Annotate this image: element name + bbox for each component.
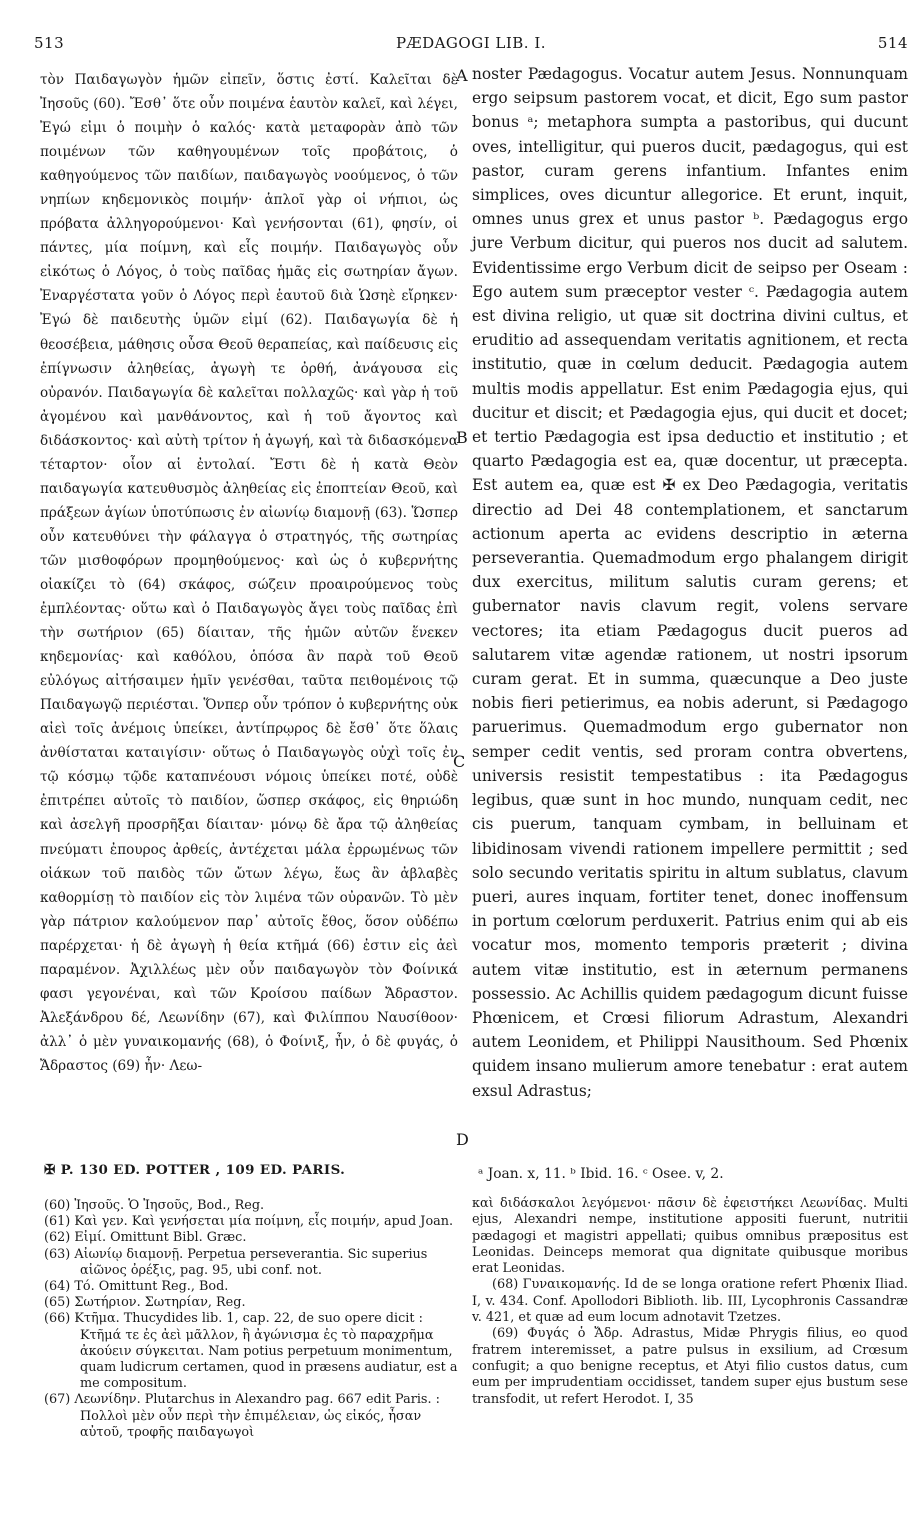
running-title: PÆDAGOGI LIB. I. [395, 34, 547, 52]
page-number-right: 514 [877, 34, 908, 52]
page-number-left: 513 [34, 34, 65, 52]
footnote: (60) Ἰησοῦς. Ὁ Ἰησοῦς, Bod., Reg. [44, 1198, 265, 1213]
footnote: καὶ διδάσκαλοι λεγόμενοι· πᾶσιν δὲ ἐφειστήκει Λεωνίδας. Multi ejus, Alexandri nempe, institutione appositi fuerunt, nutritii pædagogi et magistri appellati; quibus omnibus præpositus est Leonidas. Deinceps memorat qua dignitate quibusque moribus erat Leonidas. [472, 1196, 908, 1277]
greek-text-column: τὸν Παιδαγωγὸν ἡμῶν εἰπεῖν, ὅστις ἐστί. Καλεῖται δὲ Ἰησοῦς (60). Ἔσθ᾽ ὅτε οὖν ποιμένα ἑαυτὸν καλεῖ, καὶ λέγει, Ἐγώ εἰμι ὁ ποιμὴν ὁ καλός· κατὰ μεταφορὰν ἀπὸ τῶν ποιμένων τῶν καθηγουμένων τοῖς προβάτοις, ὁ καθηγούμενος τῶν παιδίων, παιδαγωγὸς νοούμενος, ὁ τῶν νηπίων κηδεμονικὸς ποιμήν· ἁπλοῖ γὰρ οἱ νήπιοι, ὡς πρόβατα ἀλληγορούμενοι· Καὶ γενήσονται (61), φησίν, οἱ πάντες, μία ποίμνη, καὶ εἷς ποιμήν. Παιδαγωγὸς οὖν εἰκότως ὁ Λόγος, ὁ τοὺς παῖδας ἡμᾶς εἰς σωτηρίαν ἄγων. Ἐναργέστατα γοῦν ὁ Λόγος περὶ ἑαυτοῦ διὰ Ὡσηὲ εἴρηκεν· Ἐγώ δὲ παιδευτὴς ὑμῶν εἰμί (62). Παιδαγωγία δὲ ἡ θεοσέβεια, μάθησις οὖσα Θεοῦ θεραπείας, καὶ παίδευσις εἰς ἐπίγνωσιν ἀληθείας, ἀγωγὴ τε ὀρθή, ἀνάγουσα εἰς οὐρανόν. Παιδαγωγία δὲ καλεῖται πολλαχῶς· καὶ γὰρ ἡ τοῦ ἀγομένου καὶ μανθάνοντος, καὶ ἡ τοῦ ἄγοντος καὶ διδάσκοντος· καὶ αὐτὴ τρίτον ἡ ἀγωγή, καὶ τὰ διδασκόμενα τέταρτον· οἷον αἱ ἐντολαί. Ἔστι δὲ ἡ κατὰ Θεὸν παιδαγωγία κατευθυσμὸς ἀληθείας εἰς ἐποπτείαν Θεοῦ, καὶ πράξεων ἁγίων ὑποτύπωσις ἐν αἰωνίῳ διαμονῇ (63). Ὥσπερ οὖν κατευθύνει τὴν φάλαγγα ὁ στρατηγός, τῆς σωτηρίας τῶν μισθοφόρων προμηθούμενος· καὶ ὡς ὁ κυβερνήτης οἰακίζει τὸ (64) σκάφος, σώζειν προαιρούμενος τοὺς ἐμπλέοντας· οὕτω καὶ ὁ Παιδαγωγὸς ἄγει τοὺς παῖδας ἐπὶ τὴν σωτήριον (65) δίαιταν, τῆς ἡμῶν αὐτῶν ἕνεκεν κηδεμονίας· καὶ καθόλου, ὁπόσα ἂν παρὰ τοῦ Θεοῦ εὐλόγως αἰτήσαιμεν ἡμῖν γενέσθαι, ταῦτα πειθομένοις τῷ Παιδαγωγῷ περιέσται. Ὅνπερ οὖν τρόπον ὁ κυβερνήτης οὐκ αἰεὶ τοῖς ἀνέμοις ὑπείκει, ἀντίπρῳρος δὲ ἔσθ᾽ ὅτε ὅλαις ἀνθίσταται καταιγίσιν· οὕτως ὁ Παιδαγωγὸς οὐχὶ τοῖς ἐν τῷ κόσμῳ τῷδε καταπνέουσι νόμοις ὑπείκει ποτέ, οὐδὲ ἐπιτρέπει αὐτοῖς τὸ παιδίον, ὥσπερ σκάφος, εἰς θηριώδη καὶ ἀσελγῆ προσρῆξαι δίαιταν· μόνῳ δὲ ἄρα τῷ ἀληθείας πνεύματι ἐπουρος ἀρθείς, ἀντέχεται μάλα ἐρρωμένως τῶν οἰάκων τοῦ παιδὸς τῶν ὤτων λέγω, ἕως ἂν ἀβλαβὲς καθορμίσῃ τὸ παιδίον εἰς τὸν λιμένα τῶν οὐρανῶν. Τὸ μὲν γὰρ πάτριον καλούμενον παρ᾽ αὐτοῖς ἔθος, ὅσον οὐδέπω παρέρχεται· ἡ δὲ ἀγωγὴ ἡ θεία κτῆμά (66) ἐστιν εἰς ἀεὶ παραμένον. Ἀχιλλέως μὲν οὖν παιδαγωγὸν τὸν Φοίνικά φασι γεγονέναι, καὶ τῶν Κροίσου παίδων Ἄδραστον. Ἀλεξάνδρου δέ, Λεωνίδην (67), καὶ Φιλίππου Ναυσίθοον· ἀλλ᾽ ὁ μὲν γυναικομανής (68), ὁ Φοίνιξ, ἦν, ὁ δὲ φυγάς, ὁ Ἄδραστος (69) ἦν· Λεω- [40, 72, 458, 1074]
footnote: (69) Φυγάς ὁ Ἄδρ. Adrastus, Midæ Phrygis filius, eo quod fratrem interemisset, a patre pulsus in exsilium, ad Crœsum confugit; a quo benigne receptus, et Atyi filio custos datus, cum eum per imprudentiam occidisset, tandem super ejus bustum sese transfodit, ut refert Herodot. I, 35 [472, 1326, 908, 1407]
footnote: (67) Λεωνίδην. Plutarchus in Alexandro pag. 667 edit Paris. : Πολλοὶ μὲν οὖν περὶ τὴν ἐπιμέλειαν, ὡς εἰκός, ἦσαν αὐτοῦ, τροφῆς παιδαγωγοὶ [44, 1392, 440, 1440]
footnote: (66) Κτῆμα. Thucydides lib. 1, cap. 22, de suo opere dicit : Κτῆμά τε ἐς ἀεὶ μᾶλλον, ἢ ἀγώνισμα ἐς τὸ παραχρῆμα ἀκούειν σύγκειται. Nam potius perpetuum monimentum, quam ludicrum certamen, quod in præsens audiatur, est a me compositum. [44, 1311, 458, 1392]
footnote: (64) Τό. Omittunt Reg., Bod. [44, 1279, 229, 1295]
latin-footnotes [472, 1196, 908, 1408]
greek-footnotes [44, 1198, 464, 1441]
margin-letter-c: C [453, 752, 466, 771]
footnote: (63) Αἰωνίῳ διαμονῇ. Perpetua perseverantia. Sic superius αἰῶνος ὀρέξις, pag. 95, ubi conf. not. [44, 1246, 428, 1278]
footnote: (62) Εἰμί. Omittunt Bibl. Græc. [44, 1230, 247, 1246]
footnote: (65) Σωτήριον. Σωτηρίαν, Reg. [44, 1295, 246, 1311]
margin-letter-d: D [456, 1130, 469, 1149]
footnote: (61) Καὶ γεν. Καὶ γενήσεται μία ποίμνη, εἷς ποιμήν, apud Joan. [44, 1214, 454, 1230]
page-header [34, 34, 908, 60]
margin-letter-b: B [456, 428, 468, 447]
scripture-references: ᵃ Joan. x, 11. ᵇ Ibid. 16. ᶜ Osee. v, 2. [478, 1166, 724, 1182]
footnote: (68) Γυναικομανής. Id de se longa oratione refert Phœnix Iliad. I, v. 434. Conf. Apollodori Biblioth. lib. III, Lycophronis Cassandræ v. 421, et quæ ad eum locum adnotavit Tzetzes. [472, 1277, 908, 1326]
margin-letter-a: A [456, 66, 468, 85]
edition-reference: ✠ P. 130 ED. POTTER , 109 ED. PARIS. [44, 1162, 346, 1178]
latin-text-column: noster Pædagogus. Vocatur autem Jesus. Nonnunquam ergo seipsum pastorem vocat, et dicit, Ego sum pastor bonus ᵃ; metaphora sumpta a pastoribus, qui ducunt oves, intelligitur, qui pueros ducit, pædagogus, qui est pastor, curam gerens infantium. Infantes enim simplices, oves dicuntur allegorice. Et erunt, inquit, omnes unus grex et unus pastor ᵇ. Pædagogus ergo jure Verbum dicitur, qui pueros nos ducit ad salutem. Evidentissime ergo Verbum dicit de seipso per Oseam : Ego autem sum præceptor vester ᶜ. Pædagogia autem est divina religio, ut quæ sit doctrina divini cultus, et eruditio ad assequendam veritatis agnitionem, et recta institutio, quæ in cœlum deducit. Pædagogia autem multis modis appellatur. Est enim Pædagogia ejus, qui ducitur et discit; et Pædagogia ejus, qui ducit et docet; et tertio Pædagogia est ipsa deductio et institutio ; et quarto Pædagogia est ea, quæ docentur, ut præcepta. Est autem ea, quæ est ✠ ex Deo Pædagogia, veritatis directio ad Dei 48 contemplationem, et sanctarum actionum aperta ac evidens descriptio in æterna perseverantia. Quemadmodum ergo phalangem dirigit dux exercitus, militum salutis curam gerens; et gubernator navis clavum regit, volens servare vectores; ita etiam Pædagogus ducit pueros ad salutarem vitæ agendæ rationem, ut nostri ipsorum curam gerat. Et in summa, quæcunque a Deo juste nobis fieri petierimus, ea nobis aderunt, si Pædagogo paruerimus. Quemadmodum ergo gubernator non semper cedit ventis, sed proram contra obvertens, universis resistit tempestatibus : ita Pædagogus legibus, quæ sunt in hoc mundo, nunquam cedit, nec cis puerum, tanquam cymbam, in belluinam et libidinosam vivendi rationem impellere permittit ; sed solo secundo veritatis spiritu in altum sublatus, clavum pueri, aures inquam, fortiter tenet, donec inoffensum in portum cœlorum perduxerit. Patrius enim qui ab eis vocatur mos, momento temporis præterit ; divina autem vitæ institutio, est in æternum permanens possessio. Ac Achillis quidem pædagogum dicunt fuisse Phœnicem, et Crœsi filiorum Adrastum, Alexandri autem Leonidem, et Philippi Nausithoum. Sed Phœnix quidem insano mulierum amore tenebatur : erat autem exsul Adrastus; [472, 65, 908, 1100]
